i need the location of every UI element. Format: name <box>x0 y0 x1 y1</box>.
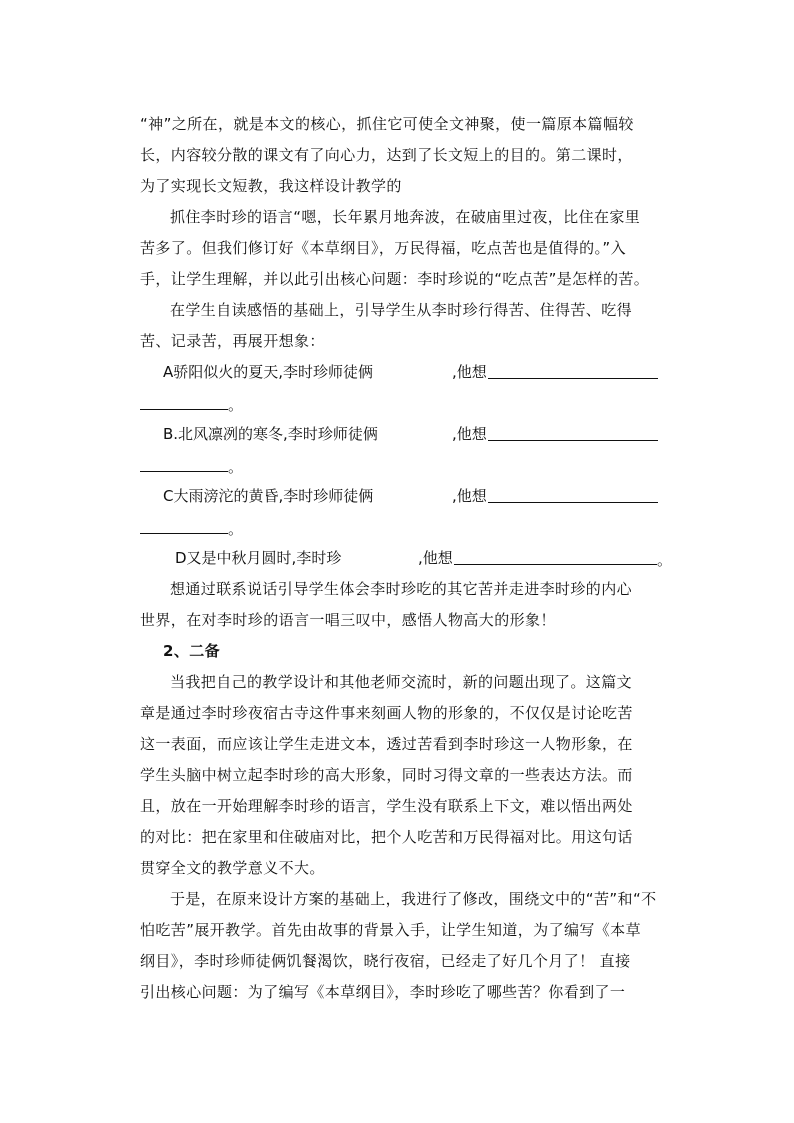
exercise-think-label: ,他想 <box>452 425 487 443</box>
exercise-a-prompt: A骄阳似火的夏天,李时珍师徒俩 <box>163 363 374 381</box>
exercise-think-label: ,他想 <box>452 363 487 381</box>
paragraph-line: 贯穿全文的教学意义不大。 <box>140 859 325 877</box>
paragraph-line: 世界，在对李时珍的语言一唱三叹中，感悟人物高大的形象！ <box>140 611 556 629</box>
paragraph-line: 于是，在原来设计方案的基础上，我进行了修改，围绕文中的“苦”和“不 <box>170 890 657 908</box>
exercise-think-label: ,他想 <box>452 487 487 505</box>
exercise-b-blank[interactable] <box>488 424 658 446</box>
paragraph-line: 纲目》，李时珍师徒俩饥餐渴饮，晓行夜宿，已经走了好几个月了！ 直接 <box>140 952 631 970</box>
paragraph-line: 手，让学生理解，并以此引出核心问题：李时珍说的“吃点苦”是怎样的苦。 <box>140 270 650 288</box>
exercise-think-label: ,他想 <box>418 549 453 567</box>
paragraph-line: 抓住李时珍的语言“嗯，长年累月地奔波，在破庙里过夜，比住在家里 <box>170 208 641 226</box>
paragraph-line: 引出核心问题：为了编写《本草纲目》，李时珍吃了哪些苦？你看到了一 <box>140 983 626 1001</box>
exercise-c-blank[interactable] <box>488 486 658 508</box>
period: 。 <box>657 551 673 569</box>
paragraph-line: 怕吃苦”展开教学。首先由故事的背景入手，让学生知道，为了编写《本草 <box>140 921 641 939</box>
exercise-d-prompt: D又是中秋月圆时,李时珍 <box>175 549 342 567</box>
paragraph-line: 章是通过李时珍夜宿古寺这件事来刻画人物的形象的，不仅仅是讨论吃苦 <box>140 704 633 722</box>
paragraph-line: 学生头脑中树立起李时珍的高大形象，同时习得文章的一些表达方法。而 <box>140 766 633 784</box>
paragraph-line: 为了实现长文短教，我这样设计教学的 <box>140 177 402 195</box>
exercise-a-blank[interactable] <box>488 362 658 384</box>
paragraph-line: 当我把自己的教学设计和其他老师交流时，新的问题出现了。这篇文 <box>170 673 633 691</box>
paragraph-line: “神”之所在，就是本文的核心，抓住它可使全文神聚，使一篇原本篇幅较 <box>140 115 634 133</box>
paragraph-line: 在学生自读感悟的基础上，引导学生从李时珍行得苦、住得苦、吃得 <box>170 301 633 319</box>
period: 。 <box>228 520 244 538</box>
exercise-c-prompt: C大雨滂沱的黄昏,李时珍师徒俩 <box>163 487 374 505</box>
section-heading: 2、二备 <box>163 642 221 660</box>
exercise-d-blank[interactable] <box>454 548 672 570</box>
paragraph-line: 长，内容较分散的课文有了向心力，达到了长文短上的目的。第二课时， <box>140 146 633 164</box>
exercise-c-blank-continued[interactable] <box>140 517 243 539</box>
exercise-b-blank-continued[interactable] <box>140 455 243 477</box>
paragraph-line: 且，放在一开始理解李时珍的语言，学生没有联系上下文，难以悟出两处 <box>140 797 633 815</box>
exercise-b-prompt: B.北风凛冽的寒冬,李时珍师徒俩 <box>163 425 378 443</box>
paragraph-line: 苦、记录苦，再展开想象： <box>140 332 325 350</box>
paragraph-line: 苦多了。但我们修订好《本草纲目》，万民得福，吃点苦也是值得的。”入 <box>140 239 626 257</box>
exercise-a-blank-continued[interactable] <box>140 393 243 415</box>
period: 。 <box>228 458 244 476</box>
paragraph-line: 的对比：把在家里和住破庙对比，把个人吃苦和万民得福对比。用这句话 <box>140 828 633 846</box>
paragraph-line: 想通过联系说话引导学生体会李时珍吃的其它苦并走进李时珍的内心 <box>170 580 633 598</box>
period: 。 <box>228 396 244 414</box>
paragraph-line: 这一表面，而应该让学生走进文本，透过苦看到李时珍这一人物形象，在 <box>140 735 633 753</box>
